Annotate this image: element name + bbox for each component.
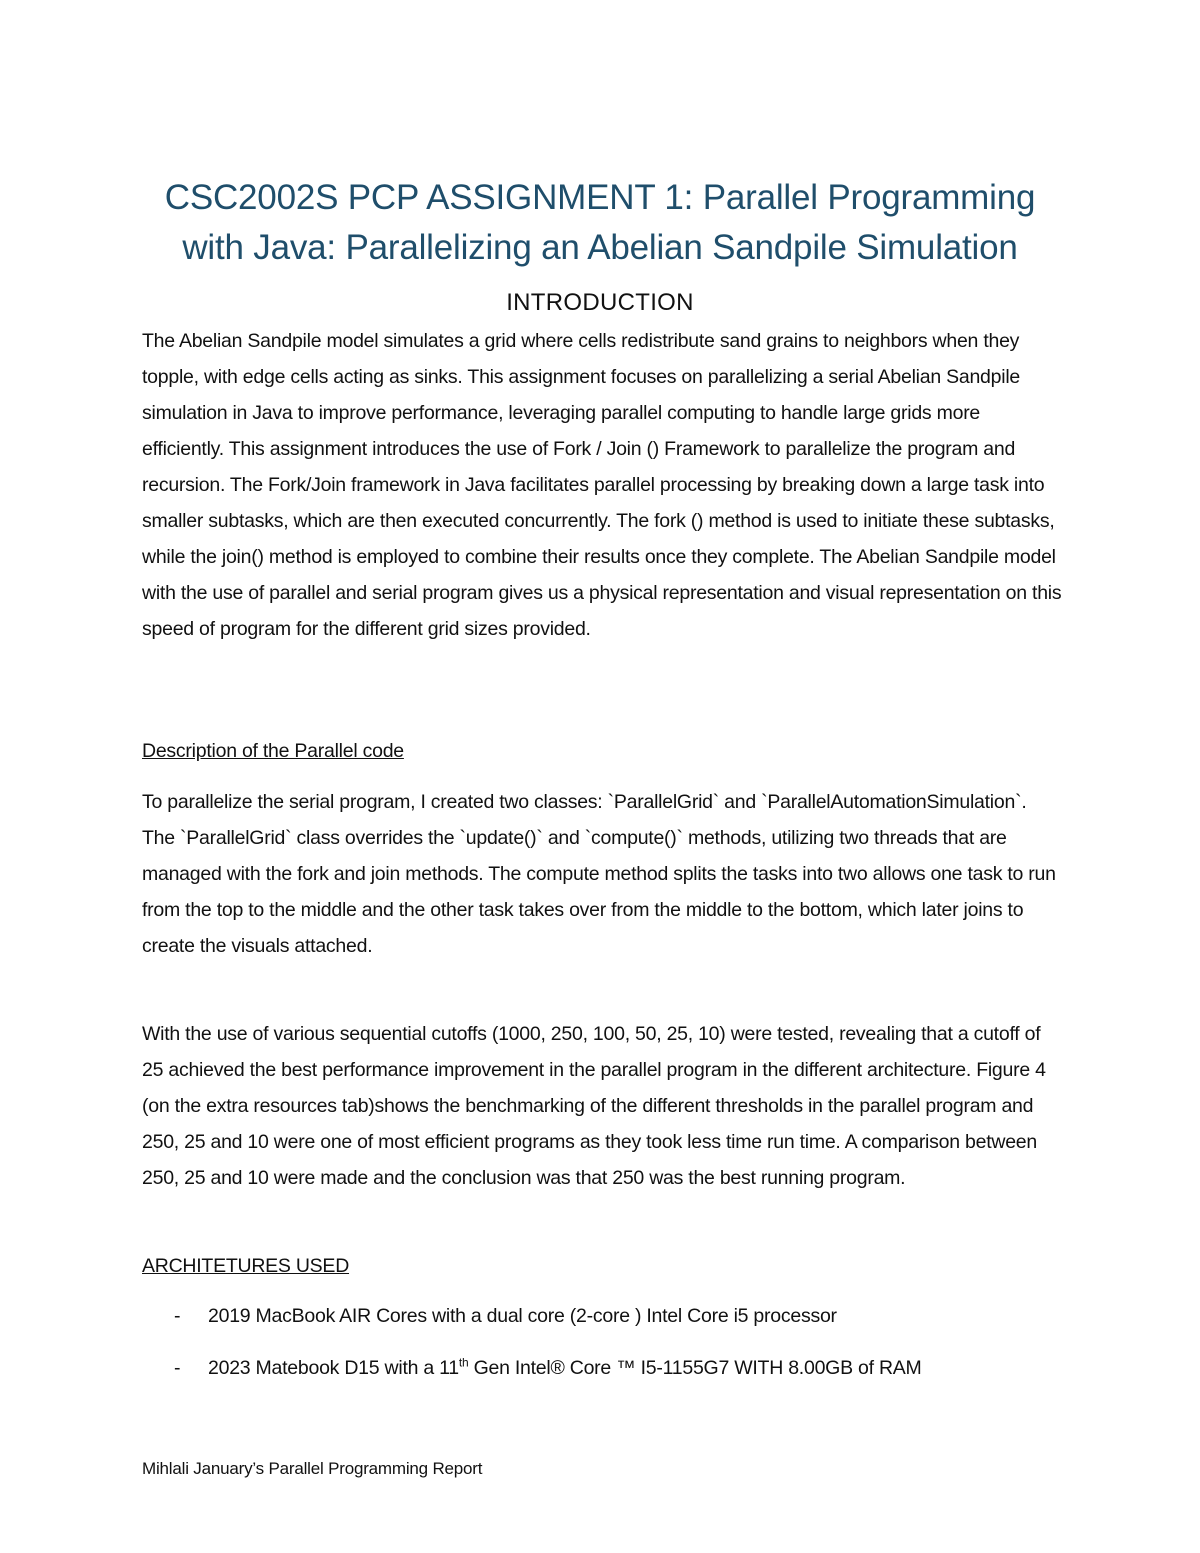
description-paragraph-1: To parallelize the serial program, I created two classes: `ParallelGrid` and `ParallelAutomationSimulation`. The `ParallelGrid` class overrides the `update()` and `compute()` methods, utilizing two threads that are managed with the fork and join methods. The compute method splits the tasks into two allows one task to run from the top to the middle and the other task takes over from the middle to the bottom, which later joins to create the visuals attached. xyxy=(142,791,1056,957)
architecture-list-item xyxy=(142,1298,1062,1334)
architectures-heading: ARCHITETURES USED xyxy=(142,1255,350,1277)
document-title xyxy=(100,173,1100,273)
page-footer: Mihlali January’s Parallel Programming Report xyxy=(142,1459,483,1478)
title-line-1: CSC2002S PCP ASSIGNMENT 1: Parallel Programming xyxy=(164,178,1036,217)
description-heading: Description of the Parallel code xyxy=(142,740,404,762)
title-line-2: with Java: Parallelizing an Abelian Sandpile Simulation xyxy=(182,228,1018,267)
bullet-dash: - xyxy=(174,1305,181,1327)
bullet-dash: - xyxy=(174,1357,181,1379)
architecture-text-before: 2023 Matebook D15 with a 11 xyxy=(208,1357,459,1379)
architecture-list-item xyxy=(142,1350,1062,1386)
ordinal-superscript: th xyxy=(458,1355,469,1370)
introduction-paragraph: The Abelian Sandpile model simulates a grid where cells redistribute sand grains to neighbors when they topple, with edge cells acting as sinks. This assignment focuses on parallelizing a serial Abelian Sandpile simulation in Java to improve performance, leveraging parallel computing to handle large grids more efficiently. This assignment introduces the use of Fork / Join () Framework to parallelize the program and recursion. The Fork/Join framework in Java facilitates parallel processing by breaking down a large task into smaller subtasks, which are then executed concurrently. The fork () method is used to initiate these subtasks, while the join() method is employed to combine their results once they complete. The Abelian Sandpile model with the use of parallel and serial program gives us a physical representation and visual representation on this speed of program for the different grid sizes provided. xyxy=(142,330,1062,640)
architecture-text: 2019 MacBook AIR Cores with a dual core (2-core ) Intel Core i5 processor xyxy=(208,1305,837,1327)
description-paragraph-2: With the use of various sequential cutoffs (1000, 250, 100, 50, 25, 10) were tested, revealing that a cutoff of 25 achieved the best performance improvement in the parallel program in the different architecture. Figure 4 (on the extra resources tab)shows the benchmarking of the different thresholds in the parallel program and 250, 25 and 10 were one of most efficient programs as they took less time run time. A comparison between 250, 25 and 10 were made and the conclusion was that 250 was the best running program. xyxy=(142,1023,1046,1189)
introduction-heading: INTRODUCTION xyxy=(506,289,694,316)
architecture-text-after: Gen Intel® Core ™ I5-1155G7 WITH 8.00GB of RAM xyxy=(468,1357,922,1379)
